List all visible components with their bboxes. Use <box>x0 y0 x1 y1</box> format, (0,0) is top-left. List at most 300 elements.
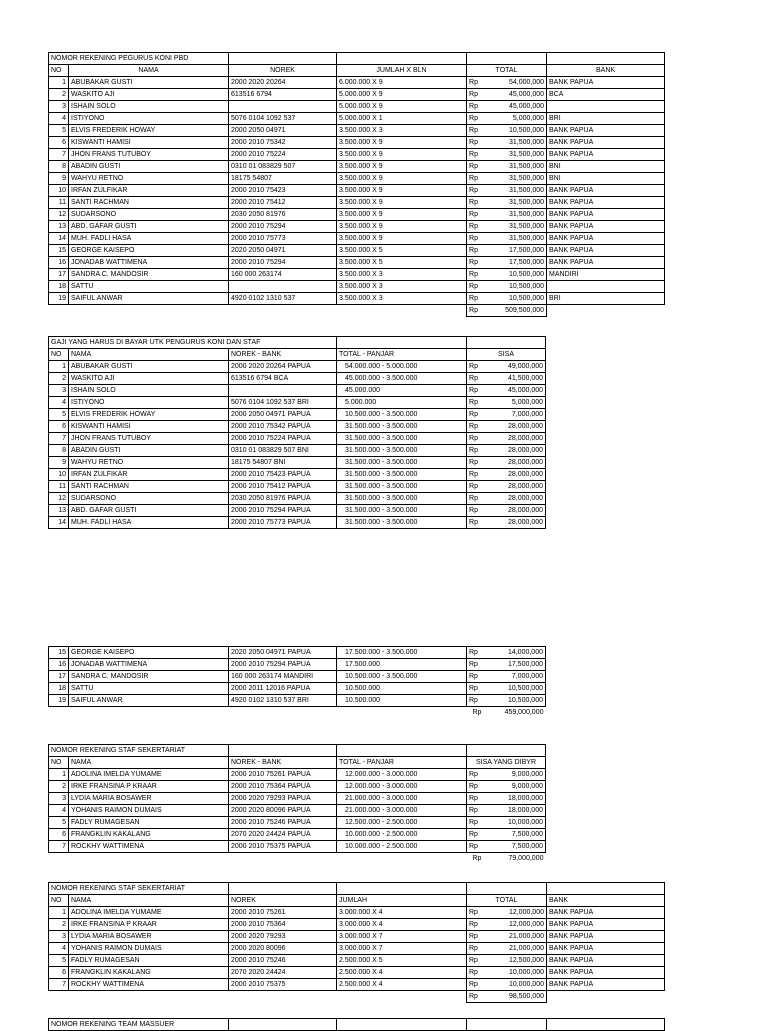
sisa-cell <box>467 769 546 781</box>
row-number: 16 <box>49 257 69 269</box>
sisa-cell <box>467 695 546 707</box>
currency-label: Rp <box>469 782 478 790</box>
sisa-cell <box>467 781 546 793</box>
bank-cell: BRI <box>547 113 665 125</box>
total-cell <box>467 125 547 137</box>
currency-label: Rp <box>469 458 478 466</box>
account-bank-cell: 4920 0102 1310 537 BRI <box>229 695 337 707</box>
table-header-row <box>49 757 546 769</box>
empty-cell <box>547 305 665 317</box>
row-number: 10 <box>49 469 69 481</box>
bank-cell: BANK PAPUA <box>547 77 665 89</box>
grand-total-row <box>49 707 546 719</box>
name-cell: GEORGE KAISEPO <box>69 647 229 659</box>
bank-cell: BANK PAPUA <box>547 221 665 233</box>
table-row <box>49 841 546 853</box>
account-cell: 2020 2050 04971 <box>229 245 337 257</box>
account-cell: 613516 6794 <box>229 89 337 101</box>
total-panjar-cell: 45.000.000 - 3.500.000 <box>337 373 467 385</box>
currency-label: Rp <box>469 660 478 668</box>
total-cell <box>467 955 547 967</box>
sisa-value: 45,000,000 <box>507 386 544 394</box>
total-cell <box>467 979 547 991</box>
currency-label: Rp <box>469 806 478 814</box>
col-header: TOTAL <box>467 895 547 907</box>
total-panjar-cell: 5.000.000 <box>337 397 467 409</box>
name-cell: FRANGKLIN KAKALANG <box>69 967 229 979</box>
bank-cell <box>547 101 665 113</box>
currency-label: Rp <box>472 708 482 716</box>
table-title: NOMOR REKENING PEGURUS KONI PBD <box>49 53 229 65</box>
amount-formula-cell: 3.500.000 X 3 <box>337 293 467 305</box>
table-row <box>49 955 665 967</box>
col-header: JUMLAH <box>337 895 467 907</box>
row-number: 7 <box>49 433 69 445</box>
account-bank-cell: 2000 2010 75294 PAPUA <box>229 659 337 671</box>
amount-formula-cell: 3.500.000 X 9 <box>337 221 467 233</box>
name-cell: SATTU <box>69 281 229 293</box>
sisa-value: 7,000,000 <box>511 672 543 680</box>
sisa-value: 17,500,000 <box>507 660 543 668</box>
empty-cell <box>337 991 467 1003</box>
total-panjar-cell: 10.500.000 <box>337 683 467 695</box>
sisa-value: 10,500,000 <box>507 684 543 692</box>
col-header: SISA YANG DIBYR <box>467 757 546 769</box>
name-cell: LYDIA MARIA BOSAWER <box>69 931 229 943</box>
total-panjar-cell: 31.500.000 - 3.500.000 <box>337 433 467 445</box>
row-number: 5 <box>49 409 69 421</box>
table-row <box>49 481 546 493</box>
row-number: 4 <box>49 943 69 955</box>
total-panjar-cell: 21.000.000 - 3.000.000 <box>337 805 467 817</box>
total-cell <box>467 257 547 269</box>
amount-formula-cell: 3.500.000 X 9 <box>337 233 467 245</box>
row-number: 9 <box>49 173 69 185</box>
col-header: SISA <box>467 349 546 361</box>
table-staf-sisa <box>48 744 546 864</box>
sisa-cell <box>467 433 546 445</box>
row-number: 15 <box>49 647 69 659</box>
table-row <box>49 77 665 89</box>
total-value: 10,500,000 <box>508 294 545 302</box>
total-value: 31,500,000 <box>508 138 545 146</box>
table-row <box>49 931 665 943</box>
name-cell: FRANGKLIN KAKALANG <box>69 829 229 841</box>
table-row <box>49 433 546 445</box>
currency-label: Rp <box>469 362 478 370</box>
currency-label: Rp <box>469 126 478 134</box>
table-title-row <box>49 53 665 65</box>
empty-cell <box>337 305 467 317</box>
total-cell <box>467 281 547 293</box>
currency-label: Rp <box>469 174 478 182</box>
currency-label: Rp <box>469 992 478 1000</box>
account-bank-cell: 2030 2050 81976 PAPUA <box>229 493 337 505</box>
name-cell: ADOLINA IMELDA YUMAME <box>69 769 229 781</box>
sisa-value: 28,000,000 <box>507 422 544 430</box>
account-bank-cell: 2000 2010 75246 PAPUA <box>229 817 337 829</box>
sisa-value: 5,000,000 <box>511 398 544 406</box>
total-cell <box>467 233 547 245</box>
total-cell <box>467 185 547 197</box>
total-cell <box>467 919 547 931</box>
sisa-cell <box>467 457 546 469</box>
name-cell: ABADIN GUSTI <box>69 445 229 457</box>
total-value: 21,000,000 <box>508 932 544 940</box>
currency-label: Rp <box>469 518 478 526</box>
account-bank-cell: 2000 2050 04971 PAPUA <box>229 409 337 421</box>
bank-cell: BANK PAPUA <box>547 125 665 137</box>
row-number: 11 <box>49 481 69 493</box>
col-header: NAMA <box>69 757 229 769</box>
currency-label: Rp <box>469 506 478 514</box>
sisa-value: 7,500,000 <box>511 842 543 850</box>
table-header-row <box>49 65 665 77</box>
amount-formula-cell: 5.000.000 X 9 <box>337 101 467 113</box>
sisa-value: 10,000,000 <box>507 818 543 826</box>
row-number: 6 <box>49 421 69 433</box>
table-title-row <box>49 337 546 349</box>
total-panjar-cell: 10.500.000 - 3.500.000 <box>337 409 467 421</box>
row-number: 3 <box>49 931 69 943</box>
bank-cell: BANK PAPUA <box>547 245 665 257</box>
currency-label: Rp <box>469 210 478 218</box>
sisa-cell <box>467 817 546 829</box>
name-cell: JHON FRANS TUTUBOY <box>69 149 229 161</box>
account-bank-cell: 2020 2050 04971 PAPUA <box>229 647 337 659</box>
col-header: NOREK - BANK <box>229 349 337 361</box>
row-number: 1 <box>49 907 69 919</box>
name-cell: IRFAN ZULFIKAR <box>69 469 229 481</box>
total-panjar-cell: 31.500.000 - 3.500.000 <box>337 493 467 505</box>
table-row <box>49 269 665 281</box>
currency-label: Rp <box>469 78 478 86</box>
sisa-cell <box>467 659 546 671</box>
empty-cell <box>337 707 467 719</box>
total-cell <box>467 89 547 101</box>
row-number: 11 <box>49 197 69 209</box>
name-cell: SANDRA C. MANDOSIR <box>69 269 229 281</box>
currency-label: Rp <box>469 434 478 442</box>
currency-label: Rp <box>469 150 478 158</box>
currency-label: Rp <box>469 818 478 826</box>
row-number: 18 <box>49 281 69 293</box>
table-gaji-pengurus-lanjutan <box>48 646 546 718</box>
name-cell: LYDIA MARIA BOSAWER <box>69 793 229 805</box>
col-header: BANK <box>547 895 665 907</box>
table-row <box>49 829 546 841</box>
bank-cell: BANK PAPUA <box>547 185 665 197</box>
account-bank-cell: 2000 2010 75423 PAPUA <box>229 469 337 481</box>
account-cell: 2000 2010 75246 <box>229 955 337 967</box>
table-row <box>49 221 665 233</box>
col-header: TOTAL - PANJAR <box>337 757 467 769</box>
account-bank-cell: 2000 2010 75375 PAPUA <box>229 841 337 853</box>
currency-label: Rp <box>469 306 478 314</box>
currency-label: Rp <box>469 932 478 940</box>
sisa-cell <box>467 397 546 409</box>
currency-label: Rp <box>469 102 478 110</box>
table-row <box>49 173 665 185</box>
row-number: 10 <box>49 185 69 197</box>
sisa-value: 28,000,000 <box>507 458 544 466</box>
total-value: 45,000,000 <box>508 102 545 110</box>
currency-label: Rp <box>469 90 478 98</box>
sisa-value: 28,000,000 <box>507 446 544 454</box>
account-cell: 2000 2010 75423 <box>229 185 337 197</box>
name-cell: WAHYU RETNO <box>69 457 229 469</box>
total-value: 10,500,000 <box>508 126 545 134</box>
name-cell: SUDARSONO <box>69 493 229 505</box>
grand-total-value: 509,500,000 <box>505 306 545 314</box>
total-cell <box>467 967 547 979</box>
currency-label: Rp <box>469 956 478 964</box>
table-title: NOMOR REKENING STAF SEKERTARIAT <box>49 745 229 757</box>
table-row <box>49 469 546 481</box>
amount-formula-cell: 3.500.000 X 3 <box>337 125 467 137</box>
sisa-value: 18,000,000 <box>507 806 543 814</box>
total-value: 31,500,000 <box>508 186 545 194</box>
row-number: 19 <box>49 695 69 707</box>
empty-cell <box>69 707 229 719</box>
name-cell: ISHAIN SOLO <box>69 101 229 113</box>
name-cell: YOHANIS RAIMON DUMAIS <box>69 943 229 955</box>
total-panjar-cell: 45.000.000 <box>337 385 467 397</box>
account-cell: 2000 2010 75224 <box>229 149 337 161</box>
total-panjar-cell: 31.500.000 - 3.500.000 <box>337 457 467 469</box>
table-row <box>49 185 665 197</box>
total-panjar-cell: 10.000.000 - 2.500.000 <box>337 829 467 841</box>
empty-cell <box>337 853 467 865</box>
currency-label: Rp <box>469 770 478 778</box>
sisa-value: 28,000,000 <box>507 494 544 502</box>
row-number: 18 <box>49 683 69 695</box>
currency-label: Rp <box>469 270 478 278</box>
bank-cell: BANK PAPUA <box>547 931 665 943</box>
row-number: 1 <box>49 361 69 373</box>
sisa-cell <box>467 805 546 817</box>
currency-label: Rp <box>469 672 478 680</box>
table-row <box>49 793 546 805</box>
table-row <box>49 683 546 695</box>
empty-cell <box>547 991 665 1003</box>
total-panjar-cell: 31.500.000 - 3.500.000 <box>337 505 467 517</box>
total-cell <box>467 221 547 233</box>
currency-label: Rp <box>469 222 478 230</box>
table-title-row <box>49 1019 665 1031</box>
table-staf-rekening <box>48 882 665 1003</box>
name-cell: GEORGE KAISEPO <box>69 245 229 257</box>
name-cell: ABADIN GUSTI <box>69 161 229 173</box>
total-panjar-cell: 21.000.000 - 3.000.000 <box>337 793 467 805</box>
currency-label: Rp <box>469 980 478 988</box>
name-cell: KISWANTI HAMISI <box>69 421 229 433</box>
empty-cell <box>49 853 69 865</box>
table-row <box>49 361 546 373</box>
sisa-cell <box>467 445 546 457</box>
amount-formula-cell: 3.500.000 X 3 <box>337 269 467 281</box>
total-cell <box>467 113 547 125</box>
name-cell: YOHANIS RAIMON DUMAIS <box>69 805 229 817</box>
bank-cell: BRI <box>547 293 665 305</box>
row-number: 4 <box>49 397 69 409</box>
name-cell: SAIFUL ANWAR <box>69 293 229 305</box>
name-cell: ABD. GAFAR GUSTI <box>69 221 229 233</box>
total-cell <box>467 77 547 89</box>
col-header: NOREK <box>229 65 337 77</box>
account-cell: 0310 01 083829 507 <box>229 161 337 173</box>
account-cell: 2000 2020 79293 <box>229 931 337 943</box>
total-value: 12,000,000 <box>508 908 544 916</box>
row-number: 16 <box>49 659 69 671</box>
table-header-row <box>49 349 546 361</box>
total-panjar-cell: 31.500.000 - 3.500.000 <box>337 481 467 493</box>
sisa-cell <box>467 493 546 505</box>
grand-total-cell <box>467 707 546 719</box>
currency-label: Rp <box>469 482 478 490</box>
sisa-cell <box>467 647 546 659</box>
row-number: 6 <box>49 137 69 149</box>
name-cell: ELVIS FREDERIK HOWAY <box>69 125 229 137</box>
col-header: NOREK <box>229 895 337 907</box>
currency-label: Rp <box>469 696 478 704</box>
currency-label: Rp <box>469 282 478 290</box>
account-bank-cell: 2000 2011 12016 PAPUA <box>229 683 337 695</box>
amount-formula-cell: 3.500.000 X 9 <box>337 161 467 173</box>
account-bank-cell: 5076 0104 1092 537 BRI <box>229 397 337 409</box>
table-title: NOMOR REKENING STAF SEKERTARIAT <box>49 883 229 895</box>
account-bank-cell: 2000 2020 79293 PAPUA <box>229 793 337 805</box>
row-number: 2 <box>49 919 69 931</box>
currency-label: Rp <box>472 854 482 862</box>
bank-cell: BANK PAPUA <box>547 907 665 919</box>
account-cell: 2000 2010 75342 <box>229 137 337 149</box>
sisa-cell <box>467 683 546 695</box>
row-number: 1 <box>49 769 69 781</box>
row-number: 8 <box>49 445 69 457</box>
amount-formula-cell: 3.500.000 X 5 <box>337 245 467 257</box>
bank-cell: BNI <box>547 173 665 185</box>
amount-formula-cell: 3.500.000 X 9 <box>337 173 467 185</box>
name-cell: FADLY RUMAGESAN <box>69 817 229 829</box>
name-cell: SANDRA C. MANDOSIR <box>69 671 229 683</box>
name-cell: IRKE FRANSINA P KRAAR <box>69 781 229 793</box>
total-panjar-cell: 17.500.000 <box>337 659 467 671</box>
amount-formula-cell: 3.500.000 X 5 <box>337 257 467 269</box>
account-cell <box>229 281 337 293</box>
currency-label: Rp <box>469 198 478 206</box>
total-value: 31,500,000 <box>508 150 545 158</box>
table-row <box>49 919 665 931</box>
amount-formula-cell: 3.500.000 X 9 <box>337 137 467 149</box>
name-cell: SANTI RACHMAN <box>69 197 229 209</box>
name-cell: JONADAB WATTIMENA <box>69 659 229 671</box>
total-cell <box>467 907 547 919</box>
sisa-value: 7,500,000 <box>511 830 543 838</box>
table-row <box>49 89 665 101</box>
currency-label: Rp <box>469 258 478 266</box>
amount-formula-cell: 5.000.000 X 9 <box>337 89 467 101</box>
empty-cell <box>229 991 337 1003</box>
total-panjar-cell: 54.000.000 - 5.000.000 <box>337 361 467 373</box>
total-value: 45,000,000 <box>508 90 545 98</box>
name-cell: JHON FRANS TUTUBOY <box>69 433 229 445</box>
amount-formula-cell: 3.500.000 X 9 <box>337 185 467 197</box>
table-row <box>49 671 546 683</box>
amount-formula-cell: 3.000.000 X 4 <box>337 907 467 919</box>
account-cell: 2000 2010 75375 <box>229 979 337 991</box>
name-cell: KISWANTI HAMISI <box>69 137 229 149</box>
sisa-value: 10,500,000 <box>507 696 543 704</box>
bank-cell <box>547 281 665 293</box>
bank-cell: BNI <box>547 161 665 173</box>
name-cell: IRKE FRANSINA P KRAAR <box>69 919 229 931</box>
row-number: 3 <box>49 793 69 805</box>
table-row <box>49 781 546 793</box>
row-number: 2 <box>49 89 69 101</box>
account-cell: 2000 2020 20264 <box>229 77 337 89</box>
total-cell <box>467 209 547 221</box>
account-cell <box>229 101 337 113</box>
currency-label: Rp <box>469 386 478 394</box>
name-cell: MUH. FADLI HASA <box>69 517 229 529</box>
sisa-value: 9,000,000 <box>511 782 543 790</box>
total-cell <box>467 269 547 281</box>
table-row <box>49 113 665 125</box>
total-value: 12,500,000 <box>508 956 544 964</box>
name-cell: MUH. FADLI HASA <box>69 233 229 245</box>
row-number: 2 <box>49 781 69 793</box>
account-cell: 4920 0102 1310 537 <box>229 293 337 305</box>
currency-label: Rp <box>469 246 478 254</box>
total-value: 5,000,000 <box>512 114 545 122</box>
row-number: 13 <box>49 505 69 517</box>
table-row <box>49 385 546 397</box>
name-cell: FADLY RUMAGESAN <box>69 955 229 967</box>
row-number: 12 <box>49 209 69 221</box>
total-value: 31,500,000 <box>508 162 545 170</box>
table-row <box>49 209 665 221</box>
table-row <box>49 805 546 817</box>
table-row <box>49 979 665 991</box>
row-number: 17 <box>49 671 69 683</box>
sisa-value: 14,000,000 <box>507 648 543 656</box>
bank-cell: BCA <box>547 89 665 101</box>
bank-cell: BANK PAPUA <box>547 137 665 149</box>
total-cell <box>467 137 547 149</box>
total-panjar-cell: 17.500.000 - 3.500.000 <box>337 647 467 659</box>
total-value: 31,500,000 <box>508 210 545 218</box>
account-cell: 2070 2020 24424 <box>229 967 337 979</box>
bank-cell: BANK PAPUA <box>547 233 665 245</box>
currency-label: Rp <box>469 842 478 850</box>
grand-total-value: 79,000,000 <box>508 854 544 862</box>
empty-cell <box>229 707 337 719</box>
row-number: 5 <box>49 817 69 829</box>
row-number: 15 <box>49 245 69 257</box>
grand-total-row <box>49 853 546 865</box>
sisa-cell <box>467 841 546 853</box>
grand-total-row <box>49 991 665 1003</box>
account-bank-cell: 2000 2010 75224 PAPUA <box>229 433 337 445</box>
currency-label: Rp <box>469 138 478 146</box>
account-bank-cell <box>229 385 337 397</box>
table-row <box>49 659 546 671</box>
name-cell: SUDARSONO <box>69 209 229 221</box>
total-value: 17,500,000 <box>508 246 545 254</box>
account-bank-cell: 2070 2020 24424 PAPUA <box>229 829 337 841</box>
name-cell: WASKITO AJI <box>69 373 229 385</box>
